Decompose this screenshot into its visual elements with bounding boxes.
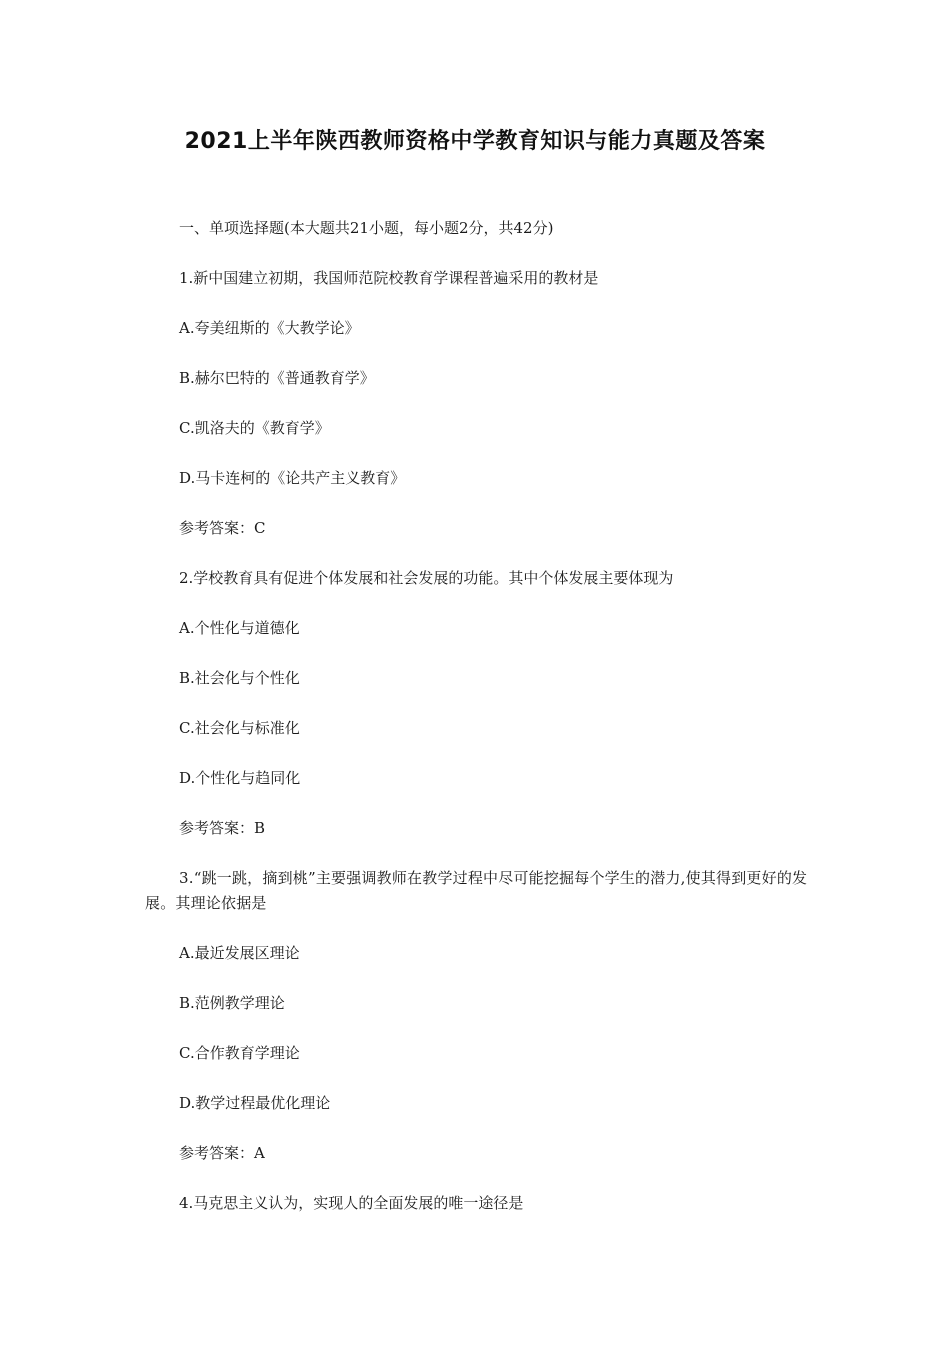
question-stem: 4.马克思主义认为，实现人的全面发展的唯一途径是 bbox=[179, 1194, 524, 1212]
document-body bbox=[145, 216, 810, 1241]
question-option: C.社会化与标准化 bbox=[179, 719, 300, 737]
question-option: A.夸美纽斯的《大教学论》 bbox=[179, 319, 360, 337]
reference-answer: 参考答案：B bbox=[179, 819, 266, 837]
question-option: B.范例教学理论 bbox=[179, 994, 285, 1012]
reference-answer: 参考答案：A bbox=[179, 1144, 265, 1162]
question-stem: 3.“跳一跳，摘到桃”主要强调教师在教学过程中尽可能挖掘每个学生的潜力,使其得到更好的发展。其理论依据是 bbox=[145, 869, 808, 912]
question-stem: 2.学校教育具有促进个体发展和社会发展的功能。其中个体发展主要体现为 bbox=[179, 569, 674, 587]
reference-answer: 参考答案：C bbox=[179, 519, 266, 537]
question-option: C.合作教育学理论 bbox=[179, 1044, 300, 1062]
question-stem: 1.新中国建立初期，我国师范院校教育学课程普遍采用的教材是 bbox=[179, 269, 599, 287]
question-option: A.个性化与道德化 bbox=[179, 619, 300, 637]
question-option: B.社会化与个性化 bbox=[179, 669, 300, 687]
question-option: D.教学过程最优化理论 bbox=[179, 1094, 331, 1112]
question-option: D.个性化与趋同化 bbox=[179, 769, 301, 787]
question-option: A.最近发展区理论 bbox=[179, 944, 300, 962]
question-option: C.凯洛夫的《教育学》 bbox=[179, 419, 330, 437]
question-option: B.赫尔巴特的《普通教育学》 bbox=[179, 369, 375, 387]
document-title: 2021上半年陕西教师资格中学教育知识与能力真题及答案 bbox=[184, 129, 766, 154]
question-option: D.马卡连柯的《论共产主义教育》 bbox=[179, 469, 406, 487]
section-heading: 一、单项选择题(本大题共21小题，每小题2分，共42分) bbox=[179, 219, 554, 237]
